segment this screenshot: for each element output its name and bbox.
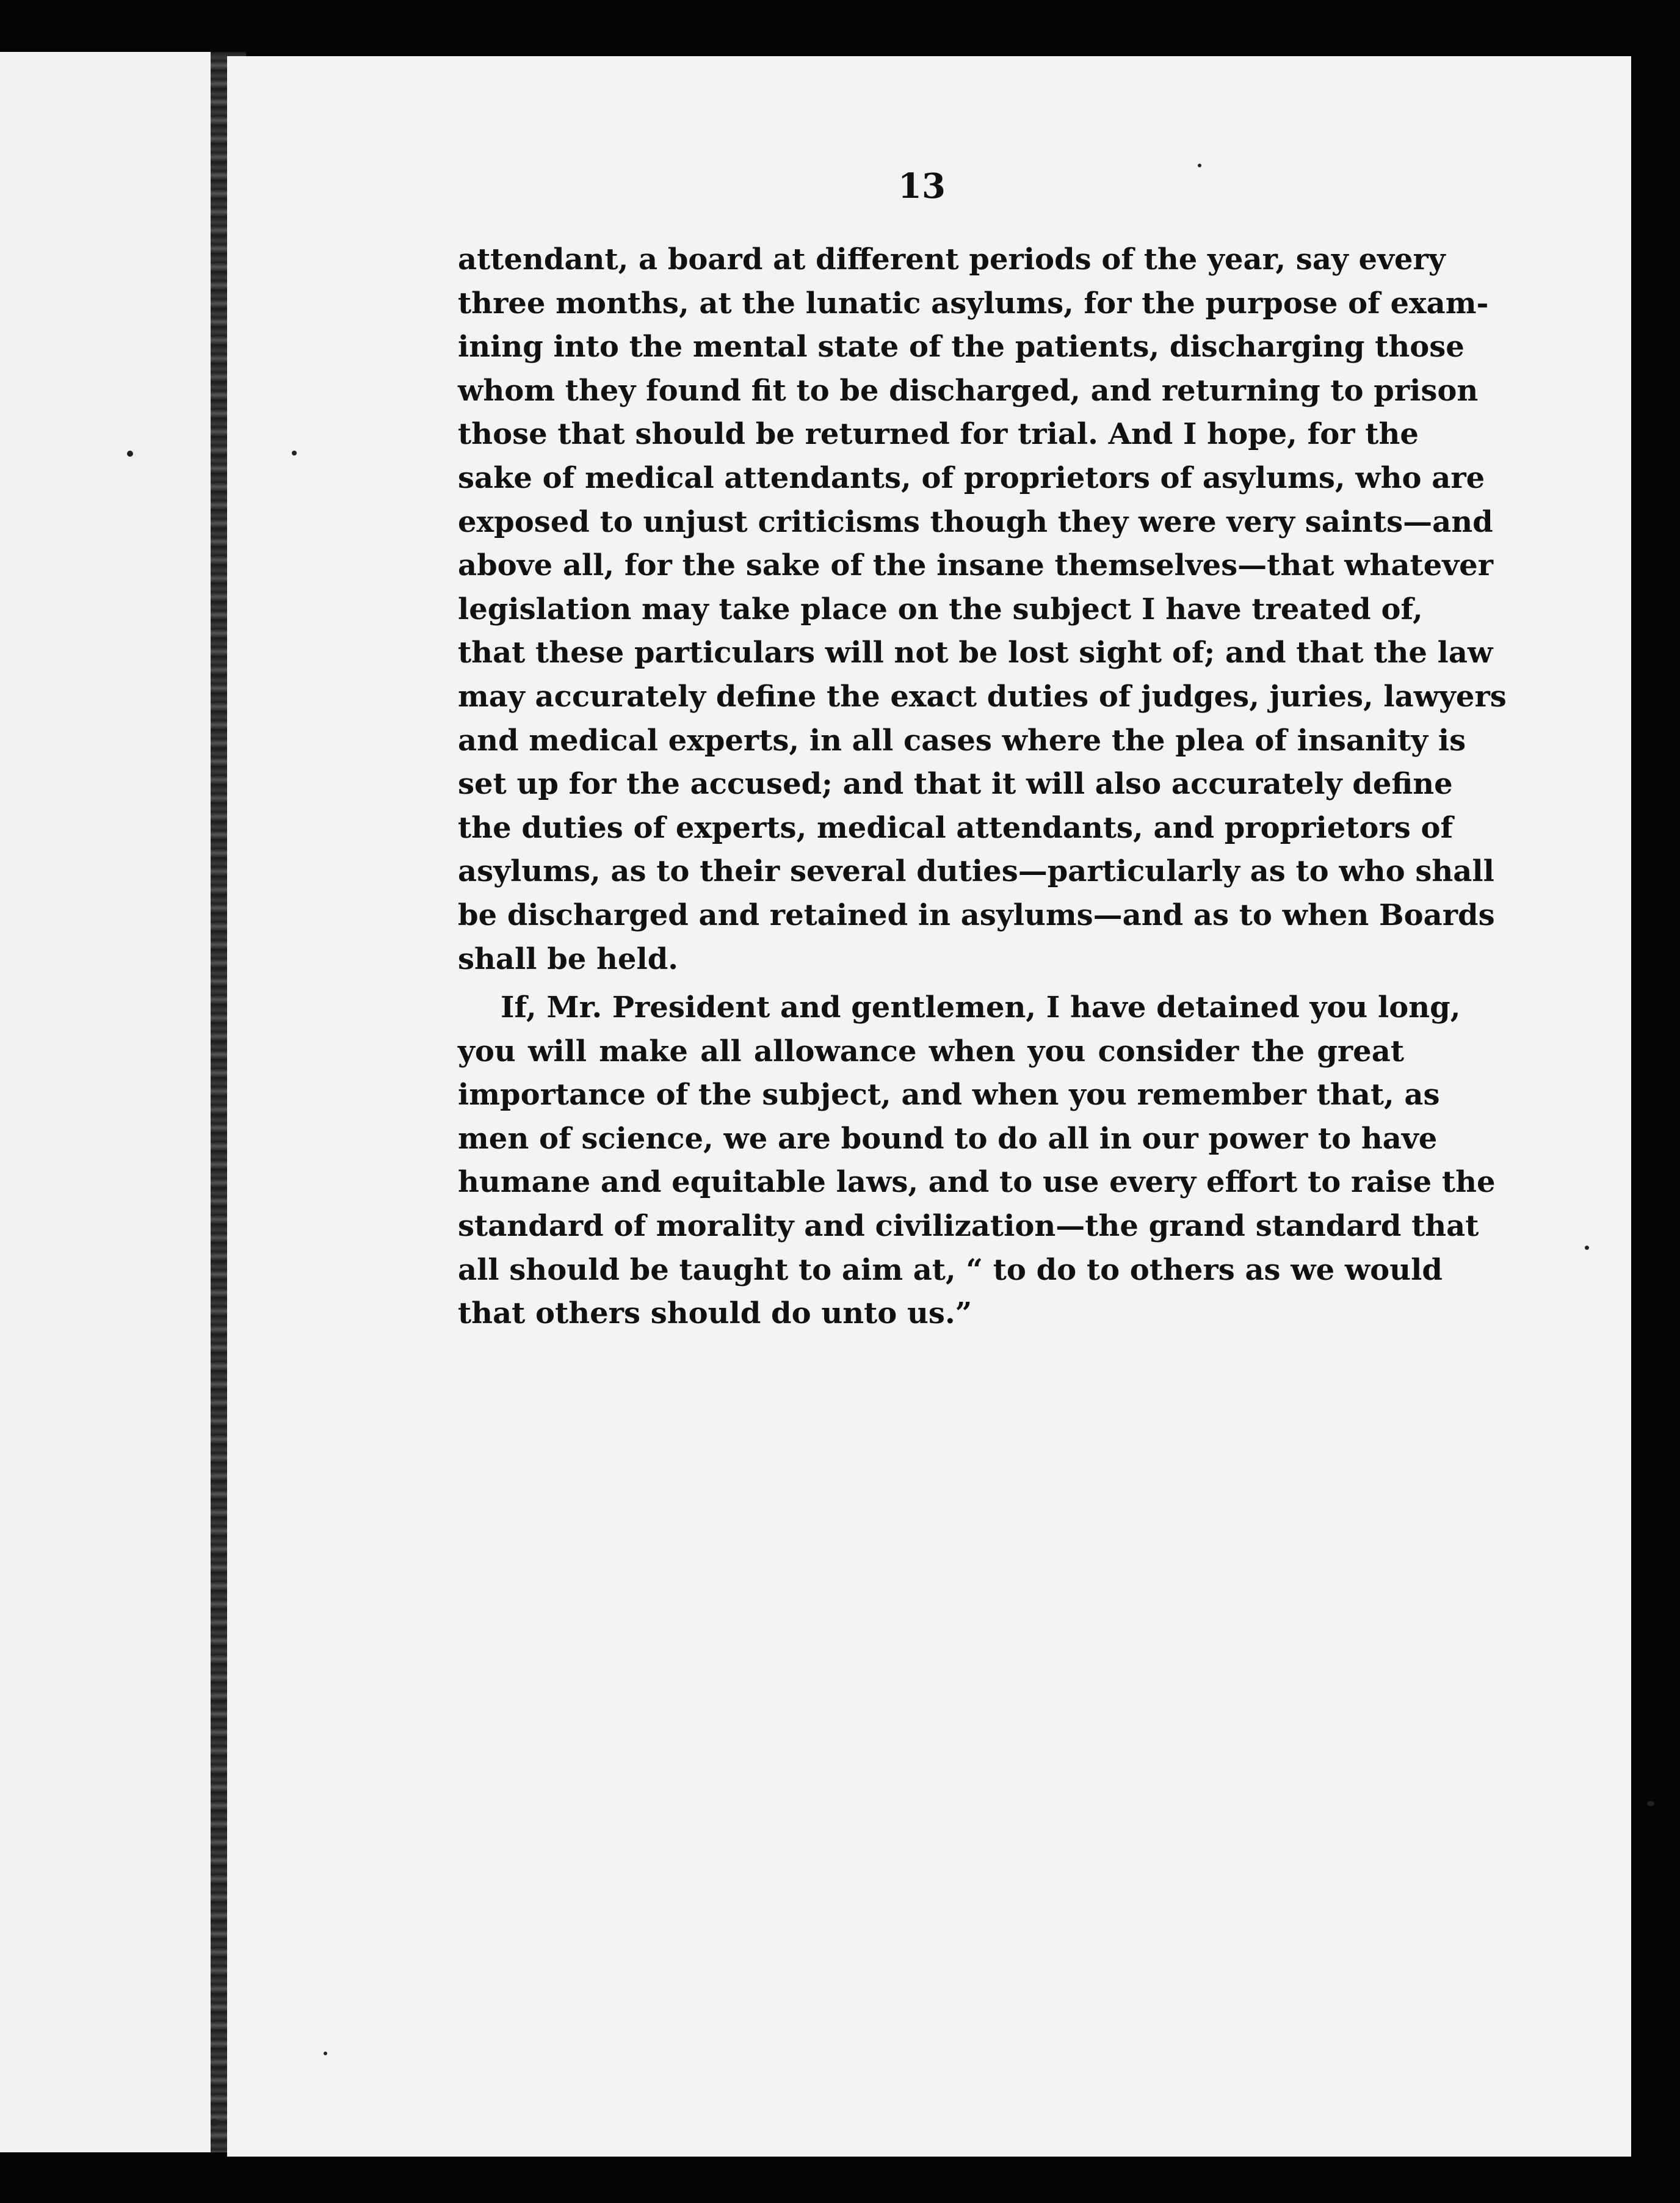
ink-speck xyxy=(211,2119,218,2126)
ink-speck xyxy=(1585,1246,1589,1250)
ink-speck xyxy=(1647,1801,1654,1806)
text-line: above all, for the sake of the insane themselves—that whatever xyxy=(458,548,1493,583)
text-line: three months, at the lunatic asylums, for the purpose of exam- xyxy=(458,286,1489,321)
text-line: all should be taught to aim at, “ to do to others as we would xyxy=(458,1252,1443,1287)
text-line: men of science, we are bound to do all in our power to have xyxy=(458,1121,1438,1156)
text-line: exposed to unjust criticisms though they were very saints—and xyxy=(458,504,1493,539)
facing-page-edge xyxy=(0,52,220,2152)
text-line: attendant, a board at different periods of the year, say every xyxy=(458,242,1446,277)
text-line: may accurately define the exact duties of judges, juries, lawyers xyxy=(458,679,1507,714)
page-number: 13 xyxy=(898,166,946,206)
text-line: legislation may take place on the subject I have treated of, xyxy=(458,592,1423,626)
ink-speck xyxy=(324,2052,327,2055)
ink-speck xyxy=(127,451,133,457)
text-line: the duties of experts, medical attendants, and proprietors of xyxy=(458,810,1454,845)
text-line: set up for the accused; and that it will also accurately define xyxy=(458,767,1453,802)
text-line: asylums, as to their several duties—particularly as to who shall xyxy=(458,854,1494,889)
paragraph-2 xyxy=(458,986,1496,1336)
text-line: whom they found fit to be discharged, and returning to prison xyxy=(458,373,1479,408)
text-line: that these particulars will not be lost sight of; and that the law xyxy=(458,636,1493,670)
text-line: If, Mr. President and gentlemen, I have detained you long, xyxy=(501,990,1461,1025)
paragraph-1 xyxy=(458,238,1507,981)
text-line: those that should be returned for trial. And I hope, for the xyxy=(458,417,1419,452)
body-text xyxy=(458,238,1507,1336)
text-line: importance of the subject, and when you remember that, as xyxy=(458,1078,1440,1112)
text-line: standard of morality and civilization—the grand standard that xyxy=(458,1209,1479,1244)
text-line: that others should do unto us.” xyxy=(458,1296,972,1331)
paragraph-gap xyxy=(458,981,1404,986)
text-line: be discharged and retained in asylums—and as to when Boards xyxy=(458,898,1495,932)
text-line: you will make all allowance when you consider the great xyxy=(458,1034,1404,1069)
text-line: shall be held. xyxy=(458,942,678,976)
ink-speck xyxy=(292,451,297,455)
text-line: ining into the mental state of the patients, discharging those xyxy=(458,330,1465,365)
ink-speck xyxy=(1198,164,1201,167)
text-line: humane and equitable laws, and to use every effort to raise the xyxy=(458,1165,1496,1200)
text-line: sake of medical attendants, of proprietors of asylums, who are xyxy=(458,460,1485,495)
text-line: and medical experts, in all cases where the plea of insanity is xyxy=(458,723,1466,758)
